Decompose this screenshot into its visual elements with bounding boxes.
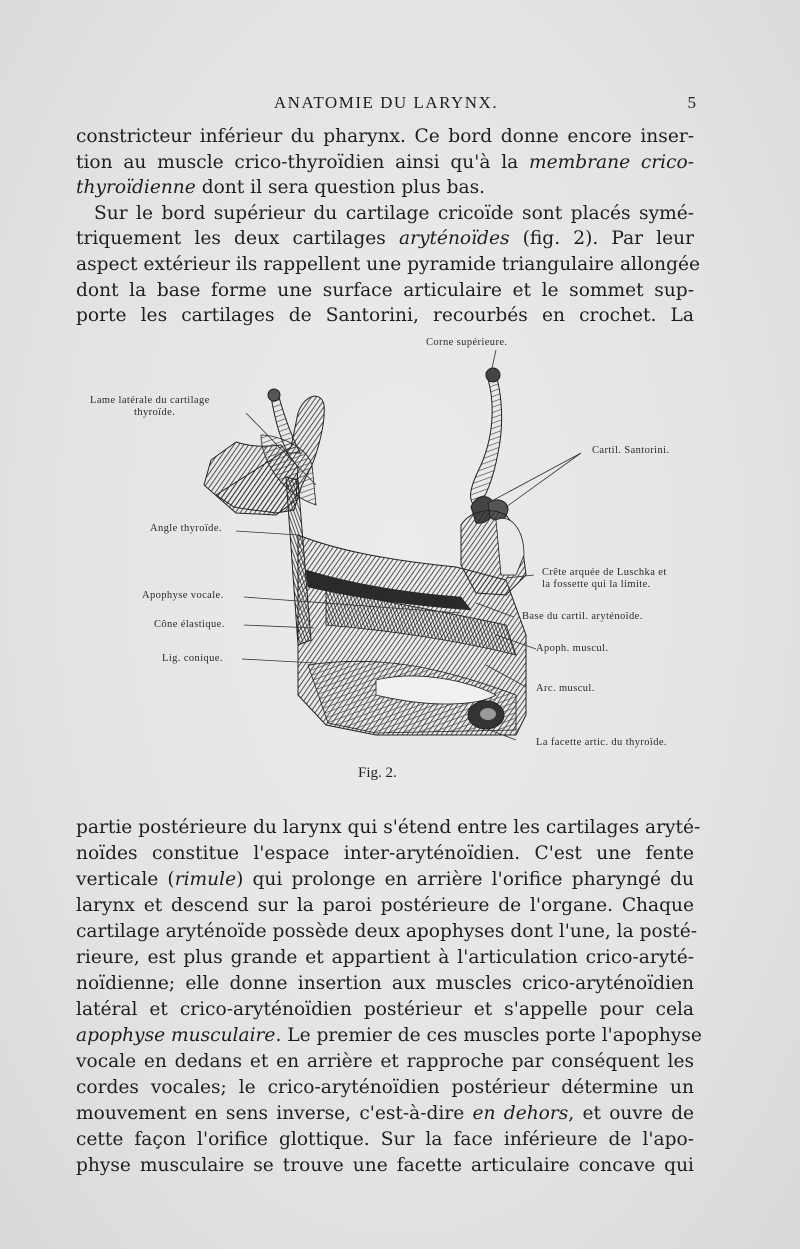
label-lame-laterale-line1: Lame latérale du cartilage: [90, 395, 210, 406]
label-cartil-santorini: Cartil. Santorini.: [592, 445, 670, 456]
label-apophyse-vocale: Apophyse vocale.: [142, 590, 224, 601]
text-line: cartilage aryténoïde possède deux apophyses dont l'une, la posté-: [76, 921, 698, 942]
text-line: partie postérieure du larynx qui s'étend entre les cartilages aryté-: [76, 817, 701, 838]
text-line: porte les cartilages de Santorini, recourbés en crochet. La: [76, 305, 694, 327]
text-line: triquement les deux cartilages aryténoïdes (fig. 2). Par leur: [76, 228, 694, 250]
text-line: tion au muscle crico-thyroïdien ainsi qu'à la membrane crico-: [76, 151, 694, 173]
text-line: noïdes constitue l'espace inter-aryténoïdien. C'est une fente: [76, 843, 694, 864]
label-angle-thyroide: Angle thyroïde.: [150, 523, 222, 534]
text-line: latéral et crico-aryténoïdien postérieur et s'appelle pour cela: [76, 999, 694, 1020]
text-line: cordes vocales; le crico-aryténoïdien postérieur détermine un: [76, 1077, 694, 1098]
running-head: [76, 93, 696, 117]
text-line: aspect extérieur ils rappellent une pyramide triangulaire allongée: [76, 253, 701, 275]
text-line: physe musculaire se trouve une facette articulaire concave qui: [76, 1155, 694, 1176]
text-line: vocale en dedans et en arrière et rapproche par conséquent les: [76, 1051, 694, 1072]
figure-2: [76, 335, 716, 785]
text-line: dont la base forme une surface articulaire et le sommet sup-: [76, 279, 694, 301]
label-cone-elastique: Cône élastique.: [154, 619, 225, 630]
paragraph-1: [76, 124, 701, 329]
label-lig-conique: Lig. conique.: [162, 653, 223, 664]
page-number: 5: [687, 93, 696, 112]
text-line: constricteur inférieur du pharynx. Ce bord donne encore inser-: [76, 126, 694, 147]
figure-caption: Fig. 2.: [358, 765, 397, 781]
label-facette: La facette artic. du thyroïde.: [536, 737, 667, 748]
paragraph-2: [76, 815, 702, 1179]
label-arc-muscul: Arc. muscul.: [536, 683, 595, 694]
text-line: rieure, est plus grande et appartient à l'articulation crico-aryté-: [76, 947, 694, 968]
label-lame-laterale-line2: thyroïde.: [134, 407, 176, 418]
text-line: apophyse musculaire. Le premier de ces muscles porte l'apophyse: [76, 1025, 702, 1046]
text-line: cette façon l'orifice glottique. Sur la face inférieure de l'apo-: [76, 1129, 694, 1150]
running-head-title: ANATOMIE DU LARYNX.: [273, 93, 499, 112]
label-corne-superieure: Corne supérieure.: [426, 337, 508, 348]
text-line: Sur le bord supérieur du cartilage cricoïde sont placés symé-: [94, 202, 694, 224]
text-line: thyroïdienne dont il sera question plus bas.: [76, 177, 486, 199]
label-crete-arquee-line1: Crête arquée de Luschka et: [542, 567, 667, 578]
text-line: noïdienne; elle donne insertion aux muscles crico-aryténoïdien: [76, 973, 694, 994]
label-apoph-muscul: Apoph. muscul.: [536, 643, 609, 654]
label-crete-arquee-line2: la fossette qui la limite.: [542, 579, 651, 590]
label-base-cartil: Base du cartil. aryténoïde.: [522, 611, 643, 622]
text-line: mouvement en sens inverse, c'est-à-dire en dehors, et ouvre de: [76, 1103, 694, 1124]
text-line: verticale (rimule) qui prolonge en arrière l'orifice pharyngé du: [76, 869, 694, 890]
text-line: larynx et descend sur la paroi postérieure de l'organe. Chaque: [76, 895, 694, 916]
